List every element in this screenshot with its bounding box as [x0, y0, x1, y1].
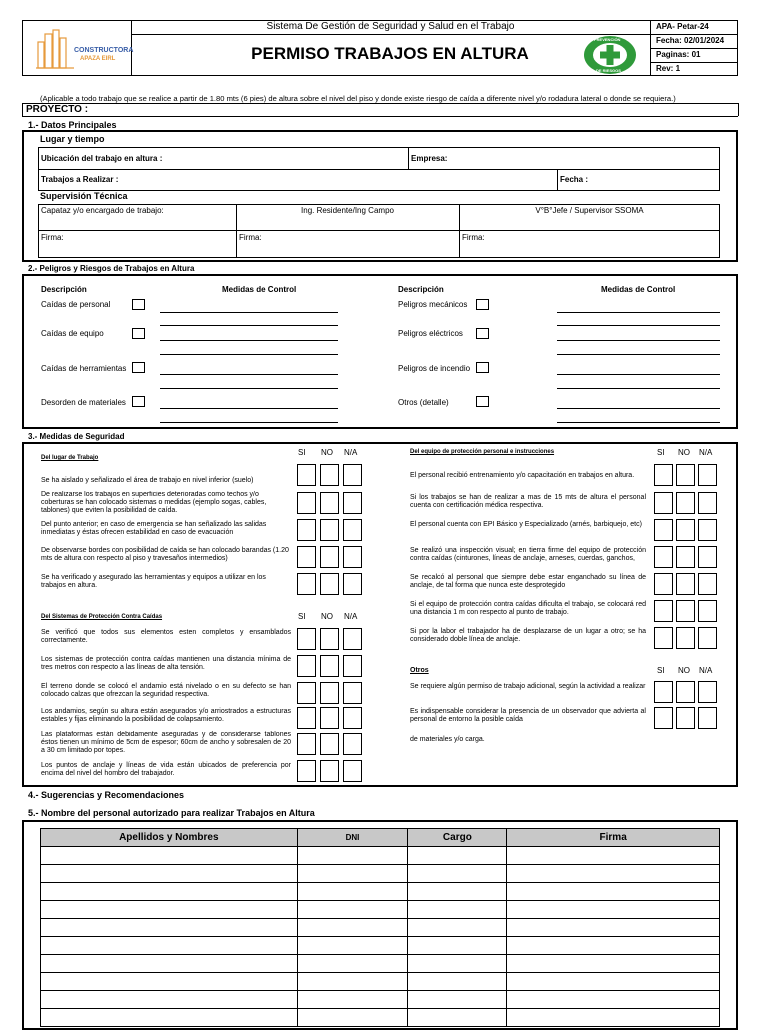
work-row — [38, 169, 720, 191]
measure-checkbox[interactable] — [343, 464, 362, 486]
measure-checkbox[interactable] — [654, 519, 673, 541]
table-cell[interactable] — [41, 937, 298, 955]
table-cell[interactable] — [297, 919, 408, 937]
no-header: NO — [678, 666, 690, 675]
measure-checkbox[interactable] — [654, 600, 673, 622]
table-cell[interactable] — [408, 865, 507, 883]
table-cell[interactable] — [408, 955, 507, 973]
measure-checkbox[interactable] — [676, 519, 695, 541]
measure-checkbox[interactable] — [698, 681, 717, 703]
table-cell[interactable] — [41, 883, 298, 901]
table-cell[interactable] — [507, 865, 720, 883]
otros-title: Otros — [410, 667, 429, 674]
hazard-checkbox[interactable] — [132, 299, 145, 310]
measure-checkbox[interactable] — [676, 600, 695, 622]
col-dni: DNI — [297, 829, 408, 847]
measure-checkbox[interactable] — [654, 464, 673, 486]
equipo-item-1: El personal recibió entrenamiento y/o capacitación en trabajos en altura. — [410, 472, 635, 479]
measure-checkbox[interactable] — [676, 627, 695, 649]
table-row — [41, 847, 720, 865]
section4-title: 4.- Sugerencias y Recomendaciones — [28, 790, 185, 800]
table-cell[interactable] — [408, 901, 507, 919]
equipo-item-4: Se realizó una inspección visual; en tierra firme del equipo de protección contra caídas (cinturones, líneas de anclaje, arneses, cuerdas, ganchos, — [410, 547, 646, 562]
signature-field-1[interactable]: Firma: — [41, 233, 64, 242]
na-header: N/A — [344, 612, 358, 621]
si-header: SI — [298, 448, 306, 457]
table-cell[interactable] — [41, 901, 298, 919]
col-firma: Firma — [507, 829, 720, 847]
table-cell[interactable] — [408, 937, 507, 955]
table-cell[interactable] — [41, 991, 298, 1009]
table-cell[interactable] — [297, 991, 408, 1009]
work-field[interactable]: Trabajos a Realizar : — [41, 175, 119, 184]
table-cell[interactable] — [507, 883, 720, 901]
doc-code: APA- Petar-24 — [656, 22, 709, 31]
measure-checkbox[interactable] — [698, 492, 717, 514]
page-title: PERMISO TRABAJOS EN ALTURA — [251, 44, 529, 63]
measure-checkbox[interactable] — [698, 573, 717, 595]
table-row — [41, 991, 720, 1009]
measure-checkbox[interactable] — [343, 733, 362, 755]
measure-checkbox[interactable] — [676, 573, 695, 595]
measure-checkbox[interactable] — [654, 627, 673, 649]
no-header: NO — [678, 448, 690, 457]
hazard-right-1: Peligros mecánicos — [398, 300, 468, 309]
supervision-label: Supervisión Técnica — [40, 191, 128, 201]
measure-checkbox[interactable] — [343, 519, 362, 541]
project-label[interactable]: PROYECTO : — [26, 104, 89, 115]
table-cell[interactable] — [41, 865, 298, 883]
table-cell[interactable] — [408, 919, 507, 937]
measure-checkbox[interactable] — [297, 760, 316, 782]
sistemas-item-1: Se verificó que todos sus elementos esten completos y ensamblados correctamente. — [41, 629, 291, 644]
table-row — [41, 883, 720, 901]
table-cell[interactable] — [408, 991, 507, 1009]
ssoma-label: V°B°Jefe / Supervisor SSOMA — [535, 206, 644, 215]
hazard-left-4: Desorden de materiales — [41, 398, 126, 407]
measure-checkbox[interactable] — [297, 464, 316, 486]
measure-checkbox[interactable] — [320, 519, 339, 541]
lugar-item-3: Del punto anterior; en caso de emergencia se han señalizado las salidas inmediatas y éstas ofrecen estabilidad en caso de evacuación — [41, 521, 267, 536]
measure-checkbox[interactable] — [676, 707, 695, 729]
seal-text-bottom: DE RIESGOS — [596, 68, 621, 73]
foreman-label: Capataz y/o encargado de trabajo: — [41, 206, 164, 215]
measure-checkbox[interactable] — [297, 682, 316, 704]
section2-box — [22, 274, 738, 429]
otros-item-1: Se requiere algún permiso de trabajo adicional, según la actividad a realizar — [410, 683, 646, 690]
table-row — [41, 937, 720, 955]
company-name: CONSTRUCTORA — [74, 47, 134, 54]
measure-checkbox[interactable] — [343, 492, 362, 514]
hazard-right-2: Peligros eléctricos — [398, 329, 463, 338]
table-cell[interactable] — [507, 847, 720, 865]
section3-title: 3.- Medidas de Seguridad — [28, 432, 125, 441]
table-cell[interactable] — [41, 919, 298, 937]
measure-checkbox[interactable] — [343, 655, 362, 677]
otros-item-3: de materiales y/o carga. — [410, 736, 485, 743]
table-cell[interactable] — [507, 901, 720, 919]
equipo-title: Del equipo de protección personal e instrucciones — [410, 449, 555, 455]
engineer-label: Ing. Residente/Ing Campo — [301, 206, 394, 215]
table-cell[interactable] — [408, 973, 507, 991]
measure-checkbox[interactable] — [320, 464, 339, 486]
desc-header-left: Descripción — [41, 285, 87, 294]
si-header: SI — [298, 612, 306, 621]
hazard-checkbox[interactable] — [476, 299, 489, 310]
measure-checkbox[interactable] — [676, 681, 695, 703]
hazard-left-1: Caídas de personal — [41, 300, 111, 309]
measure-checkbox[interactable] — [320, 682, 339, 704]
measure-checkbox[interactable] — [676, 492, 695, 514]
intro-note: (Aplicable a todo trabajo que se realice a partir de 1.80 mts (6 pies) de altura sobre el nivel del piso y donde existe riesgo de caída a diferente nivel y/o rodadura lateral o donde se requiera.) — [40, 94, 676, 103]
na-header: N/A — [344, 448, 358, 457]
equipo-item-6: Si el equipo de protección contra caídas dificulta el trabajo, se colocará red una distancia 1 m con respecto al punto de trabajo. — [410, 601, 646, 616]
table-cell[interactable] — [297, 937, 408, 955]
table-cell[interactable] — [297, 901, 408, 919]
company-logo — [34, 28, 134, 72]
measure-checkbox[interactable] — [654, 573, 673, 595]
measure-checkbox[interactable] — [654, 681, 673, 703]
hazard-checkbox[interactable] — [476, 362, 489, 373]
measure-checkbox[interactable] — [698, 519, 717, 541]
measure-checkbox[interactable] — [343, 682, 362, 704]
measure-checkbox[interactable] — [320, 492, 339, 514]
table-cell[interactable] — [297, 973, 408, 991]
measure-checkbox[interactable] — [297, 492, 316, 514]
measure-checkbox[interactable] — [698, 600, 717, 622]
system-title: Sistema De Gestión de Seguridad y Salud en el Trabajo — [266, 21, 515, 32]
measure-checkbox[interactable] — [297, 628, 316, 650]
si-header: SI — [657, 448, 665, 457]
na-header: N/A — [699, 448, 713, 457]
measure-checkbox[interactable] — [343, 546, 362, 568]
measure-checkbox[interactable] — [343, 628, 362, 650]
lugar-title: Del lugar de Trabajo — [41, 455, 99, 461]
measure-checkbox[interactable] — [320, 760, 339, 782]
measure-checkbox[interactable] — [654, 546, 673, 568]
measure-checkbox[interactable] — [343, 707, 362, 729]
measure-checkbox[interactable] — [343, 573, 362, 595]
table-row — [41, 955, 720, 973]
table-cell[interactable] — [41, 973, 298, 991]
measure-checkbox[interactable] — [320, 733, 339, 755]
measure-checkbox[interactable] — [297, 519, 316, 541]
lugar-item-4: De observarse bordes con posibilidad de caída se han colocado barandas (1.20 mts de altura con respecto al piso y travesaños intermedios) — [41, 547, 289, 562]
equipo-item-5: Se recalcó al personal que siempre debe estar enganchado su línea de anclaje, de tal forma que nunca este desprotegido — [410, 574, 646, 589]
company-field[interactable]: Empresa: — [411, 154, 448, 163]
desc-header-right: Descripción — [398, 285, 444, 294]
hazard-left-3: Caídas de herramientas — [41, 364, 127, 373]
equipo-item-3: El personal cuenta con EPI Básico y Especializado (arnés, barbiquejo, etc) — [410, 521, 642, 528]
measure-checkbox[interactable] — [320, 655, 339, 677]
hazard-checkbox[interactable] — [476, 396, 489, 407]
measure-checkbox[interactable] — [654, 492, 673, 514]
table-row — [41, 973, 720, 991]
measure-checkbox[interactable] — [676, 464, 695, 486]
table-cell[interactable] — [507, 991, 720, 1009]
sistemas-item-2: Los sistemas de protección contra caídas mantienen una distancia mínima de tres metros con respecto a las líneas de alta tensión. — [41, 656, 291, 671]
doc-date: Fecha: 02/01/2024 — [656, 36, 725, 45]
measure-checkbox[interactable] — [320, 573, 339, 595]
measures-header-left: Medidas de Control — [222, 285, 297, 294]
lugar-item-2: De realizarse los trabajos en superficies deterioradas como techos y/o coberturas se han colocado sistemas o medidas (ejemplo sogas, cables, tablones) que eviten la posibilidad de caída. — [41, 491, 267, 514]
table-cell[interactable] — [297, 847, 408, 865]
measure-checkbox[interactable] — [698, 464, 717, 486]
hazard-checkbox[interactable] — [132, 362, 145, 373]
sistemas-item-3: El terreno donde se colocó el andamio está nivelado o en su defecto se han colocado calzas que ofrezcan la seguridad respectiva. — [41, 683, 291, 698]
no-header: NO — [321, 448, 333, 457]
hazard-right-4: Otros (detalle) — [398, 398, 449, 407]
section1-title: 1.- Datos Principales — [28, 120, 117, 130]
equipo-item-7: Si por la labor el trabajador ha de desplazarse de un lugar a otro; se ha considerado doble línea de anclaje. — [410, 628, 646, 643]
table-cell[interactable] — [297, 955, 408, 973]
table-row — [41, 901, 720, 919]
location-field[interactable]: Ubicación del trabajo en altura : — [41, 154, 163, 163]
si-header: SI — [657, 666, 665, 675]
hazard-checkbox[interactable] — [132, 396, 145, 407]
measure-checkbox[interactable] — [297, 573, 316, 595]
na-header: N/A — [699, 666, 713, 675]
table-row — [41, 919, 720, 937]
section2-title: 2.- Peligros y Riesgos de Trabajos en Altura — [28, 264, 195, 273]
hazard-left-2: Caídas de equipo — [41, 329, 104, 338]
measure-checkbox[interactable] — [698, 546, 717, 568]
table-cell[interactable] — [297, 883, 408, 901]
table-cell[interactable] — [408, 847, 507, 865]
measure-checkbox[interactable] — [698, 627, 717, 649]
prevention-seal — [582, 35, 638, 75]
col-cargo: Cargo — [408, 829, 507, 847]
place-time-label: Lugar y tiempo — [40, 134, 105, 144]
otros-item-2: Es indispensable considerar la presencia de un observador que advierta al personal de entorno la posible caída — [410, 708, 646, 723]
measure-checkbox[interactable] — [297, 733, 316, 755]
measure-checkbox[interactable] — [676, 546, 695, 568]
seal-text-top: PREVENCIÓN — [594, 37, 621, 42]
col-names: Apellidos y Nombres — [41, 829, 298, 847]
measure-checkbox[interactable] — [320, 628, 339, 650]
table-cell[interactable] — [41, 847, 298, 865]
measure-checkbox[interactable] — [654, 707, 673, 729]
company-name-sub: APAZA EIRL — [80, 56, 116, 62]
doc-rev: Rev: 1 — [656, 64, 681, 73]
measure-checkbox[interactable] — [343, 760, 362, 782]
hazard-right-3: Peligros de incendio — [398, 364, 471, 373]
measure-checkbox[interactable] — [297, 707, 316, 729]
sistemas-item-6: Los puntos de anclaje y líneas de vida están ubicados de preferencia por encima del nivel del hombro del trabajador. — [41, 762, 291, 777]
table-cell[interactable] — [41, 955, 298, 973]
lugar-item-1: Se ha aislado y señalizado el área de trabajo en nivel inferior (suelo) — [41, 477, 254, 484]
date-field[interactable]: Fecha : — [560, 175, 589, 184]
sistemas-title: Del Sistemas de Protección Contra Caídas — [41, 614, 163, 620]
measure-checkbox[interactable] — [320, 546, 339, 568]
equipo-item-2: Si los trabajos se han de realizar a mas de 15 mts de altura el personal cuenta con certificación médica respectiva. — [410, 494, 646, 509]
lugar-item-5: Se ha verificado y asegurado las herramientas y equipos a utilizar en los trabajos en altura. — [41, 574, 266, 589]
personnel-table — [40, 828, 720, 1027]
hazard-checkbox[interactable] — [476, 328, 489, 339]
table-row — [41, 865, 720, 883]
table-cell[interactable] — [297, 865, 408, 883]
measure-checkbox[interactable] — [297, 655, 316, 677]
hazard-checkbox[interactable] — [132, 328, 145, 339]
table-cell[interactable] — [507, 955, 720, 973]
sistemas-item-4: Los andamios, según su altura están asegurados y/o arriostrados a estructuras estables y fijas eliminando la posibilidad de colapsamiento. — [41, 708, 291, 723]
measure-checkbox[interactable] — [320, 707, 339, 729]
no-header: NO — [321, 612, 333, 621]
doc-pages: Paginas: 01 — [656, 50, 701, 59]
table-cell[interactable] — [507, 937, 720, 955]
sistemas-item-5: Las plataformas están debidamente aseguradas y de considerarse tablones éstos tienen un mínimo de 5cm de espesor; 60cm de ancho y sobresalen de 20 a 30 cm limitado por topes. — [41, 731, 291, 754]
table-cell[interactable] — [507, 973, 720, 991]
measure-checkbox[interactable] — [297, 546, 316, 568]
table-cell[interactable] — [408, 883, 507, 901]
table-cell[interactable] — [507, 919, 720, 937]
signature-field-3[interactable]: Firma: — [462, 233, 485, 242]
measures-header-right: Medidas de Control — [601, 285, 676, 294]
signature-field-2[interactable]: Firma: — [239, 233, 262, 242]
section5-title: 5.- Nombre del personal autorizado para realizar Trabajos en Altura — [28, 808, 315, 818]
measure-checkbox[interactable] — [698, 707, 717, 729]
